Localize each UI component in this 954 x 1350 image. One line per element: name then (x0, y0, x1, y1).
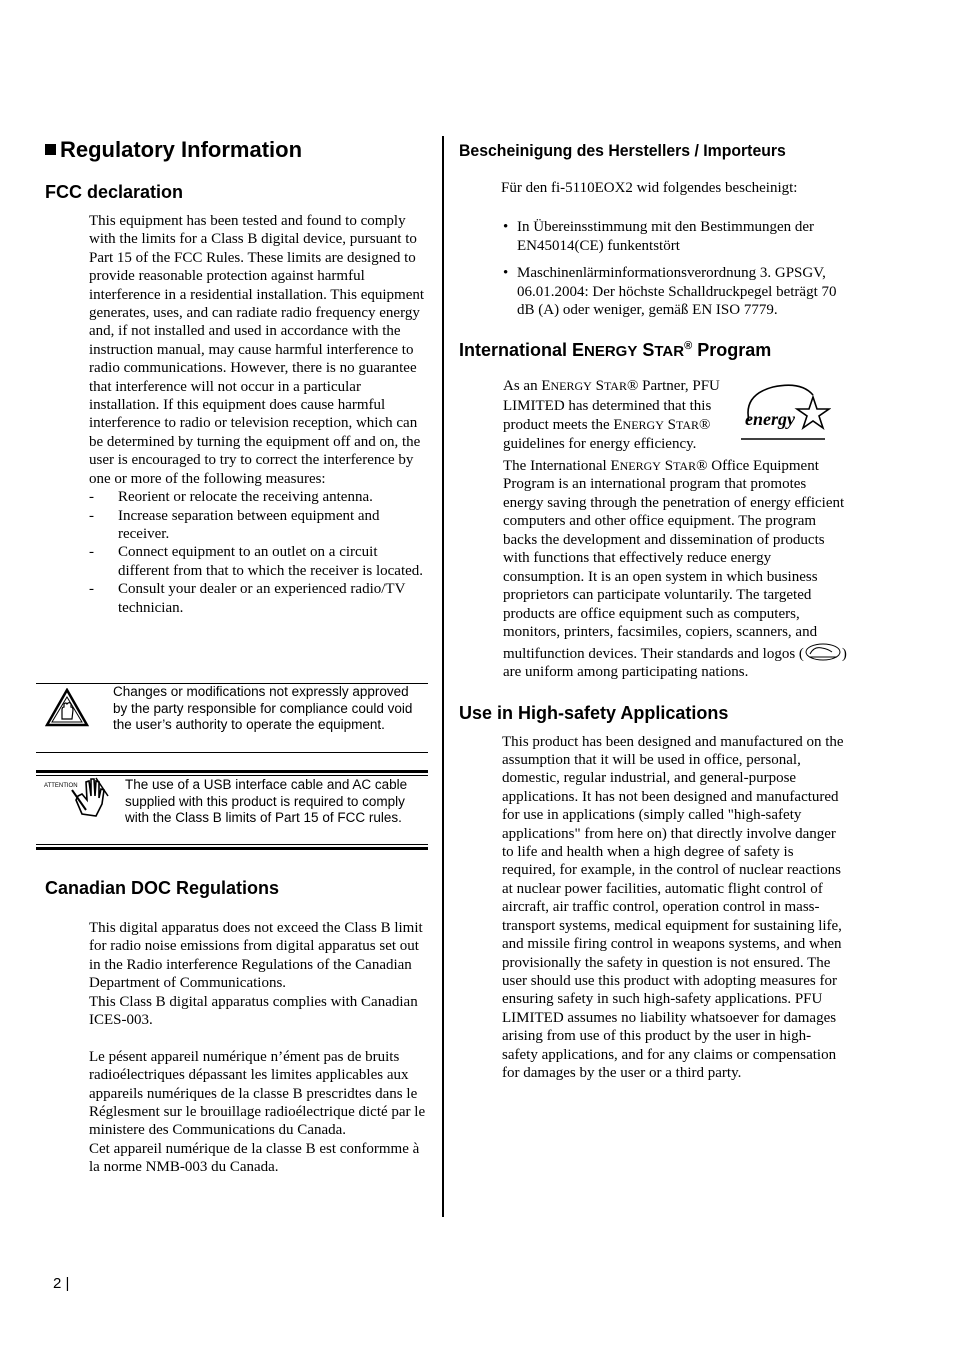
energy-logo-word: energy (745, 409, 795, 430)
text-part: S (660, 457, 674, 474)
list-item: - Consult your dealer or an experienced radio/TV technician. (89, 580, 429, 617)
energy-star-p1 (503, 377, 725, 454)
fcc-body: This equipment has been tested and found to comply with the limits for a Class B digital device, pursuant to Part 15 of the FCC Rules. These limits are designed to provide reasonable protection against harmful interference in a residential installation. This equipment generates, uses, and can radiate radio frequency energy and, if not installed and used in accordance with the instruction manual, may cause harmful interference to radio communications. However, there is no guarantee that interference will not occur in a particular installation. If this equipment does cause harmful interference to radio or television reception, which can be determined by turning the equipment off and on, the user is encouraged to try to correct the interference by one or more of the following measures: (89, 213, 425, 487)
text-part: ® guidelines for energy efficiency. (503, 417, 711, 453)
high-safety-heading: Use in High-safety Applications (459, 702, 729, 723)
page-title (45, 136, 428, 164)
attention-bottom-rule-thin (36, 844, 428, 845)
text-part: TAR (675, 418, 700, 433)
attention-bottom-rule (36, 847, 428, 850)
warning-note-text: Changes or modifications not expressly approved by the party responsible for compliance could void the user’s authority to operate the equipment. (113, 684, 413, 733)
list-item: - Increase separation between equipment and receiver. (89, 507, 429, 544)
energy-star-logo-icon (739, 381, 831, 443)
attention-label: ATTENTION (44, 783, 78, 789)
attention-hand-icon (70, 776, 110, 818)
high-safety-body: This product has been designed and manufactured on the assumption that it will be used in office, personal, domestic, regular industrial, and general-purpose applications. It has not been designed and manufactured for use in applications (simply called "high-safety applications" from here on) that directly involve danger to life and health when a high degree of safety is required, for example, in the control of nuclear reactions at nuclear power facilities, automatic flight control of aircraft, air traffic control, operation control in mass-transport systems, medical equipment for sustaining life, and missile firing control in weapons systems, and when provisionally the safety in question is not ensured. The user should use this product with adopting measures for ensuring safety in such high-safety applications. PFU LIMITED assumes no liability whatsoever for damages arising from use of this product by the user in high-safety applications, and for any claims or compensation for damages by the user or a third party. (502, 733, 844, 1081)
text-part: ) are uniform among participating nations. (503, 645, 847, 681)
attention-note-text: The use of a USB interface cable and AC cable supplied with this product is required to comply with the Class B limits of Part 15 of FCC rules. (125, 777, 408, 826)
attention-top-rule (36, 770, 428, 773)
heading-part: TAR (654, 343, 685, 361)
list-item: • In Übereinsstimmung mit den Bestimmungen der EN45014(CE) funkentstört (502, 218, 847, 255)
text-part: NERGY (619, 458, 661, 473)
right-column (459, 136, 849, 1082)
text-part: The International E (503, 457, 620, 474)
heading-part: Program (692, 340, 772, 361)
energy-star-heading (459, 335, 849, 363)
text-part: S (591, 378, 604, 395)
text-part: NERGY (622, 418, 664, 433)
warning-triangle-icon (45, 688, 89, 728)
list-item: - Reorient or relocate the receiving antenna. (89, 488, 429, 506)
text-part: NERGY (550, 379, 592, 394)
attention-note (36, 770, 428, 850)
text-part: TAR (603, 379, 627, 394)
fcc-section (89, 212, 429, 617)
page-title-text: Regulatory Information (60, 137, 303, 162)
heading-part: International E (459, 340, 585, 361)
list-item: - Connect equipment to an outlet on a circuit different from that to which the receiver is located. (89, 543, 429, 580)
energy-star-section (503, 377, 848, 681)
text-part: ® Office Equipment Program is an international program that promotes energy saving through the penetration of energy efficient computers and other office equipment. The program backs the development and dissemination of products with functions that effectively reduce energy consumption. It is an open system in which business proprietors can participate voluntarily. The targeted products are office equipment such as computers, monitors, printers, facsimiles, copiers, scanners, and multifunction devices. Their standards and logos ( (503, 457, 845, 662)
square-bullet-icon (45, 144, 56, 155)
fcc-heading: FCC declaration (45, 182, 184, 202)
warning-note (36, 683, 428, 753)
canadian-en-p1: This digital apparatus does not exceed the Class B limit for radio noise emissions from digital apparatus set out in the Radio interference Regulations of the Canadian Department of Communications. (89, 920, 423, 992)
canadian-fr-p1: Le pésent appareil numérique n’ément pas de bruits radioélectriques dépassant les limites applicables aux appareils numériques de la classe B prescridtes dans le Réglesment sur le brouillage radioélectrique dicté par le ministere des Communications du Canada. (89, 1048, 426, 1139)
text-part: TAR (673, 458, 697, 473)
canadian-section (36, 877, 428, 1177)
heading-part: NERGY (584, 343, 638, 361)
heading-part: S (637, 340, 655, 361)
energy-star-p2 (503, 457, 848, 682)
text-part: S (663, 417, 676, 434)
left-column (36, 136, 428, 617)
canadian-heading: Canadian DOC Regulations (45, 878, 280, 898)
canadian-fr-p2: Cet appareil numérique de la classe B est conformme à la norme NMB-003 du Canada. (89, 1140, 420, 1176)
german-bullets (502, 218, 847, 319)
page-number: 2 | (53, 1275, 70, 1292)
german-heading: Bescheinigung des Herstellers / Importeurs (459, 141, 786, 160)
column-divider (442, 136, 444, 1217)
canadian-en-p2: This Class B digital apparatus complies with Canadian ICES-003. (89, 993, 418, 1029)
heading-part: ® (684, 340, 693, 353)
german-intro: Für den fi-5110EOX2 wid folgendes bescheinigt: (501, 180, 798, 196)
text-part: ® Partner, PFU LIMITED has determined that this product meets the E (503, 378, 720, 434)
text-part: As an E (503, 378, 551, 395)
list-item: • Maschinenlärminformationsverordnung 3. GPSGV, 06.01.2004: Der höchste Schalldruckpegel beträgt 70 dB (A) oder weniger, gemäß EN ISO 7779. (502, 264, 847, 319)
fcc-measures-list (89, 488, 429, 617)
energy-star-small-logo-icon (804, 642, 842, 662)
